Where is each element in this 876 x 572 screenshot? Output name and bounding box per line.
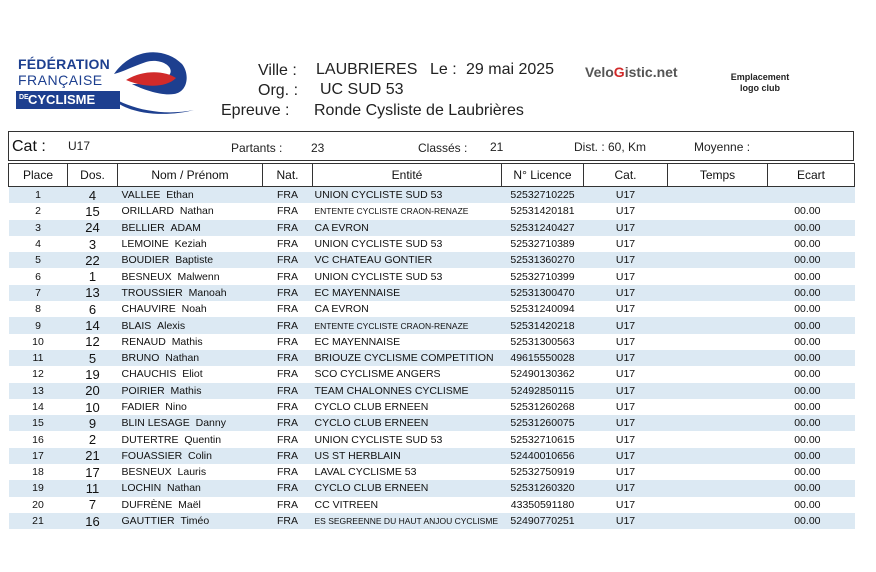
row-licence: 52440010656 xyxy=(502,448,584,464)
row-lastname: BLAIS xyxy=(121,319,152,332)
row-entite: ENTENTE CYCLISTE CRAON-RENAZE xyxy=(314,206,469,217)
row-name xyxy=(118,464,263,480)
row-temps xyxy=(668,220,768,236)
row-firstname: Nathan xyxy=(165,352,200,365)
row-licence: 52531260320 xyxy=(502,480,584,496)
row-firstname: Nino xyxy=(165,401,187,413)
row-entite: UNION CYCLISTE SUD 53 xyxy=(314,270,443,283)
row-name xyxy=(118,334,263,350)
row-licence: 52532710399 xyxy=(510,270,575,283)
table-row xyxy=(9,399,855,415)
club-logo-placeholder xyxy=(700,72,820,94)
row-licence: 52490770251 xyxy=(502,513,584,529)
row-firstname: Eliot xyxy=(182,368,203,381)
row-place: 2 xyxy=(35,205,41,218)
col-header-dossard: Dos. xyxy=(68,164,118,187)
row-nat: FRA xyxy=(277,205,298,218)
row-place: 8 xyxy=(35,303,41,316)
row-ecart: 00.00 xyxy=(794,270,821,283)
row-dossard: 5 xyxy=(68,350,118,366)
row-temps xyxy=(668,268,768,284)
row-nat: FRA xyxy=(263,220,313,236)
row-place: 12 xyxy=(32,368,44,381)
row-temps xyxy=(668,236,768,252)
row-firstname: Mathis xyxy=(171,335,203,348)
row-ecart: 00.00 xyxy=(768,350,855,366)
col-header-entite: Entité xyxy=(313,164,502,187)
row-lastname: BESNEUX xyxy=(121,466,172,479)
row-place: 5 xyxy=(9,252,68,268)
row-lastname: BELLIER xyxy=(121,221,165,234)
row-licence: 52531300563 xyxy=(510,335,575,348)
row-cat: U17 xyxy=(584,480,668,496)
row-entite: CYCLO CLUB ERNEEN xyxy=(313,415,502,431)
row-entite: US ST HERBLAIN xyxy=(313,448,502,464)
row-temps xyxy=(668,480,768,496)
row-temps xyxy=(668,366,768,382)
row-entite: ENTENTE CYCLISTE CRAON-RENAZE xyxy=(313,317,502,333)
table-row xyxy=(9,203,855,219)
table-row xyxy=(9,464,855,480)
velogistic-part-2: G xyxy=(613,64,625,80)
results-body xyxy=(9,187,855,530)
row-ecart: 00.00 xyxy=(768,415,855,431)
row-place: 7 xyxy=(9,285,68,301)
org-value: UC SUD 53 xyxy=(320,81,404,98)
row-cat: U17 xyxy=(615,466,636,479)
table-row xyxy=(9,317,855,333)
row-lastname: BRUNO xyxy=(121,352,160,365)
row-cat: U17 xyxy=(584,415,668,431)
table-row xyxy=(9,383,855,399)
row-dossard: 2 xyxy=(88,432,97,448)
row-lastname: POIRIER xyxy=(121,384,165,397)
row-firstname: Nathan xyxy=(167,482,201,495)
row-dossard: 24 xyxy=(68,220,118,236)
velogistic-brand xyxy=(585,64,678,80)
row-licence: 52531240094 xyxy=(510,303,575,316)
row-lastname: RENAUD xyxy=(121,335,166,348)
row-ecart: 00.00 xyxy=(768,220,855,236)
partants-label: Partants : xyxy=(231,141,283,155)
table-row xyxy=(9,268,855,284)
row-dossard: 12 xyxy=(85,334,100,350)
row-temps xyxy=(668,285,768,301)
row-entite: CYCLO CLUB ERNEEN xyxy=(313,480,502,496)
row-ecart: 00.00 xyxy=(794,205,821,218)
row-ecart: 00.00 xyxy=(768,513,855,529)
row-name xyxy=(118,285,263,301)
row-nat: FRA xyxy=(263,285,313,301)
row-lastname: BESNEUX xyxy=(121,270,172,283)
row-firstname: Colin xyxy=(188,449,212,462)
row-entite: ES SEGREENNE DU HAUT ANJOU CYCLISME xyxy=(313,513,502,529)
row-place: 19 xyxy=(9,480,68,496)
row-cat: U17 xyxy=(615,270,636,283)
row-place: 20 xyxy=(32,498,44,511)
row-firstname: Baptiste xyxy=(175,254,214,267)
row-temps xyxy=(668,415,768,431)
logo-prefix: DE xyxy=(19,94,29,101)
row-cat: U17 xyxy=(584,350,668,366)
velogistic-part-3: istic.net xyxy=(624,64,678,80)
row-nat: FRA xyxy=(277,270,298,283)
row-temps xyxy=(668,497,768,513)
row-entite: CYCLO CLUB ERNEEN xyxy=(314,401,429,413)
row-licence: 52532750919 xyxy=(510,466,575,479)
row-entite: VC CHATEAU GONTIER xyxy=(313,252,502,268)
row-cat: U17 xyxy=(584,383,668,399)
row-licence: 52531420218 xyxy=(502,317,584,333)
row-firstname: Danny xyxy=(195,417,226,430)
row-name xyxy=(118,203,263,219)
classes-value: 21 xyxy=(490,140,504,154)
table-row xyxy=(9,431,855,447)
row-lastname: TROUSSIER xyxy=(121,286,183,299)
row-dossard: 13 xyxy=(68,285,118,301)
row-firstname: Malwenn xyxy=(177,270,220,283)
row-lastname: LOCHIN xyxy=(121,482,162,495)
row-name xyxy=(118,513,263,529)
row-temps xyxy=(668,301,768,317)
row-firstname: Ethan xyxy=(166,189,194,202)
row-lastname: DUTERTRE xyxy=(121,433,179,446)
row-temps xyxy=(668,513,768,529)
row-ecart: 00.00 xyxy=(768,480,855,496)
table-row xyxy=(9,220,855,236)
row-dossard: 4 xyxy=(68,187,118,204)
row-cat: U17 xyxy=(615,433,636,446)
logo-line-2: FRANÇAISE xyxy=(18,72,103,88)
row-place: 6 xyxy=(35,270,41,283)
row-name xyxy=(118,317,263,333)
row-licence: 52492850115 xyxy=(502,383,584,399)
row-dossard: 22 xyxy=(68,252,118,268)
row-lastname: GAUTTIER xyxy=(121,515,175,528)
row-lastname: LEMOINE xyxy=(121,238,169,251)
col-header-licence: N° Licence xyxy=(502,164,584,187)
row-temps xyxy=(668,350,768,366)
row-licence: 52531300470 xyxy=(502,285,584,301)
table-row xyxy=(9,350,855,366)
row-lastname: BLIN LESAGE xyxy=(121,417,190,430)
row-entite: CA EVRON xyxy=(314,303,369,316)
org-label: Org. : xyxy=(258,82,299,99)
row-name xyxy=(118,301,263,317)
row-temps xyxy=(668,334,768,350)
table-row xyxy=(9,497,855,513)
row-licence: 52531260075 xyxy=(502,415,584,431)
results-table xyxy=(8,163,855,529)
row-licence: 52531260268 xyxy=(510,401,575,413)
row-lastname: DUFRÈNE xyxy=(121,498,173,511)
row-ecart: 00.00 xyxy=(768,285,855,301)
row-temps xyxy=(668,383,768,399)
table-row xyxy=(9,480,855,496)
row-nat: FRA xyxy=(277,401,298,413)
row-nat: FRA xyxy=(263,448,313,464)
row-nat: FRA xyxy=(263,480,313,496)
date-label: Le : xyxy=(430,61,457,78)
row-dossard: 9 xyxy=(68,415,118,431)
table-row xyxy=(9,513,855,529)
row-cat: U17 xyxy=(584,448,668,464)
col-header-place: Place xyxy=(9,164,68,187)
row-dossard: 19 xyxy=(85,366,100,382)
row-dossard: 11 xyxy=(68,480,118,496)
row-entite: EC MAYENNAISE xyxy=(313,285,502,301)
row-nat: FRA xyxy=(277,238,298,251)
row-licence: 49615550028 xyxy=(502,350,584,366)
table-row xyxy=(9,448,855,464)
row-cat: U17 xyxy=(584,513,668,529)
row-nat: FRA xyxy=(263,317,313,333)
row-name xyxy=(118,252,263,268)
row-entite: CC VITREEN xyxy=(314,498,379,511)
row-temps xyxy=(668,203,768,219)
row-lastname: CHAUCHIS xyxy=(121,368,177,381)
row-dossard: 21 xyxy=(68,448,118,464)
row-cat: U17 xyxy=(615,368,636,381)
row-temps xyxy=(668,399,768,415)
table-header-row xyxy=(9,164,855,187)
row-place: 11 xyxy=(9,350,68,366)
row-lastname: ORILLARD xyxy=(121,205,175,218)
row-nat: FRA xyxy=(263,513,313,529)
cat-label: Cat : xyxy=(12,138,46,155)
row-name xyxy=(118,350,263,366)
row-name xyxy=(118,383,263,399)
row-ecart: 00.00 xyxy=(794,238,821,251)
row-ecart: 00.00 xyxy=(794,401,821,413)
row-dossard: 14 xyxy=(68,317,118,333)
table-row xyxy=(9,252,855,268)
row-lastname: BOUDIER xyxy=(121,254,170,267)
row-licence: 52532710615 xyxy=(510,433,575,446)
row-dossard: 20 xyxy=(68,383,118,399)
row-name xyxy=(118,366,263,382)
row-name xyxy=(118,236,263,252)
row-dossard: 10 xyxy=(85,399,100,415)
row-ecart: 00.00 xyxy=(794,466,821,479)
table-row xyxy=(9,301,855,317)
row-ecart: 00.00 xyxy=(794,433,821,446)
row-ecart: 00.00 xyxy=(768,317,855,333)
row-nat: FRA xyxy=(277,466,298,479)
row-entite: TEAM CHALONNES CYCLISME xyxy=(313,383,502,399)
row-licence: 52531240427 xyxy=(502,220,584,236)
table-row xyxy=(9,415,855,431)
row-entite: UNION CYCLISTE SUD 53 xyxy=(313,187,502,204)
row-name xyxy=(118,268,263,284)
table-row xyxy=(9,187,855,204)
row-dossard: 16 xyxy=(68,513,118,529)
row-place: 1 xyxy=(9,187,68,204)
row-cat: U17 xyxy=(584,285,668,301)
table-row xyxy=(9,334,855,350)
row-dossard: 3 xyxy=(88,236,97,252)
row-firstname: Manoah xyxy=(188,286,227,299)
row-name xyxy=(118,220,263,236)
row-nat: FRA xyxy=(277,335,298,348)
row-ecart: 00.00 xyxy=(768,252,855,268)
row-temps xyxy=(668,431,768,447)
row-firstname: Lauris xyxy=(177,466,207,479)
row-ecart: 00.00 xyxy=(794,368,821,381)
row-name xyxy=(118,187,263,204)
row-dossard: 7 xyxy=(88,497,97,513)
row-licence: 52531420181 xyxy=(510,205,575,218)
row-licence: 52531360270 xyxy=(502,252,584,268)
row-lastname: FOUASSIER xyxy=(121,449,183,462)
row-dossard: 17 xyxy=(85,464,100,480)
row-licence: 43350591180 xyxy=(510,498,575,511)
row-entite: CA EVRON xyxy=(313,220,502,236)
row-ecart: 00.00 xyxy=(794,335,821,348)
row-licence: 52532710389 xyxy=(510,238,575,251)
club-placeholder-line-2: logo club xyxy=(740,83,780,93)
row-name xyxy=(118,480,263,496)
row-cat: U17 xyxy=(615,401,636,413)
classes-label: Classés : xyxy=(418,141,468,155)
row-firstname: ADAM xyxy=(170,221,201,234)
row-cat: U17 xyxy=(615,205,636,218)
row-entite: SCO CYCLISME ANGERS xyxy=(314,368,441,381)
row-nat: FRA xyxy=(263,252,313,268)
row-nat: FRA xyxy=(263,415,313,431)
row-cat: U17 xyxy=(584,220,668,236)
row-nat: FRA xyxy=(277,433,298,446)
row-firstname: Keziah xyxy=(174,238,207,251)
moyenne-label: Moyenne : xyxy=(694,140,751,154)
row-cat: U17 xyxy=(584,317,668,333)
col-header-nat: Nat. xyxy=(263,164,313,187)
col-header-name: Nom / Prénom xyxy=(118,164,263,187)
date-value: 29 mai 2025 xyxy=(466,61,555,78)
distance: Dist. : 60, Km xyxy=(574,140,647,154)
row-name xyxy=(118,448,263,464)
row-cat: U17 xyxy=(615,238,636,251)
row-temps xyxy=(668,448,768,464)
row-entite: LAVAL CYCLISME 53 xyxy=(314,466,417,479)
row-nat: FRA xyxy=(263,187,313,204)
epreuve-value: Ronde Cysliste de Laubrières xyxy=(314,102,524,119)
col-header-temps: Temps xyxy=(668,164,768,187)
row-nat: FRA xyxy=(277,303,298,316)
col-header-cat: Cat. xyxy=(584,164,668,187)
ffc-logo xyxy=(14,44,224,124)
row-ecart: 00.00 xyxy=(768,383,855,399)
col-header-ecart: Ecart xyxy=(768,164,855,187)
row-cat: U17 xyxy=(615,498,636,511)
row-ecart: 00.00 xyxy=(794,303,821,316)
row-firstname: Mathis xyxy=(170,384,202,397)
table-row xyxy=(9,366,855,382)
row-name xyxy=(118,497,263,513)
row-nat: FRA xyxy=(277,368,298,381)
row-cat: U17 xyxy=(584,187,668,204)
row-cat: U17 xyxy=(584,252,668,268)
table-row xyxy=(9,236,855,252)
row-firstname: Alexis xyxy=(157,319,186,332)
row-licence: 52532710225 xyxy=(502,187,584,204)
row-place: 10 xyxy=(32,335,44,348)
row-firstname: Timéo xyxy=(180,515,210,528)
row-ecart xyxy=(768,187,855,204)
row-place: 15 xyxy=(9,415,68,431)
row-place: 9 xyxy=(9,317,68,333)
epreuve-label: Epreuve : xyxy=(221,102,290,119)
velogistic-part-1: Velo xyxy=(585,64,614,80)
logo-line-1: FÉDÉRATION xyxy=(18,56,110,72)
row-place: 17 xyxy=(9,448,68,464)
row-cat: U17 xyxy=(615,335,636,348)
row-dossard: 6 xyxy=(88,301,97,317)
row-name xyxy=(118,399,263,415)
row-place: 13 xyxy=(9,383,68,399)
row-place: 18 xyxy=(32,466,44,479)
row-lastname: FADIER xyxy=(121,401,160,413)
row-temps xyxy=(668,252,768,268)
row-nat: FRA xyxy=(263,383,313,399)
partants-value: 23 xyxy=(311,141,325,155)
row-firstname: Nathan xyxy=(179,205,214,218)
row-place: 16 xyxy=(32,433,44,446)
row-firstname: Quentin xyxy=(184,433,222,446)
row-cat: U17 xyxy=(615,303,636,316)
row-dossard: 15 xyxy=(85,203,100,219)
row-firstname: Maël xyxy=(178,498,201,511)
row-firstname: Noah xyxy=(181,303,207,316)
cat-value: U17 xyxy=(68,139,91,153)
row-entite: EC MAYENNAISE xyxy=(314,335,401,348)
row-nat: FRA xyxy=(277,498,298,511)
row-place: 3 xyxy=(9,220,68,236)
row-entite: UNION CYCLISTE SUD 53 xyxy=(314,238,443,251)
logo-line-3: CYCLISME xyxy=(28,92,96,107)
row-temps xyxy=(668,187,768,204)
ville-label: Ville : xyxy=(258,62,297,79)
table-row xyxy=(9,285,855,301)
row-name xyxy=(118,415,263,431)
row-entite: BRIOUZE CYCLISME COMPETITION xyxy=(313,350,502,366)
club-placeholder-line-1: Emplacement xyxy=(730,72,790,82)
row-temps xyxy=(668,464,768,480)
row-name xyxy=(118,431,263,447)
row-lastname: VALLEE xyxy=(121,189,161,202)
row-lastname: CHAUVIRE xyxy=(121,303,176,316)
row-licence: 52490130362 xyxy=(510,368,575,381)
row-entite: UNION CYCLISTE SUD 53 xyxy=(314,433,443,446)
ville-value: LAUBRIERES xyxy=(316,61,418,78)
row-ecart: 00.00 xyxy=(768,448,855,464)
row-place: 4 xyxy=(35,238,41,251)
row-ecart: 00.00 xyxy=(794,498,821,511)
row-nat: FRA xyxy=(263,350,313,366)
row-place: 21 xyxy=(9,513,68,529)
row-place: 14 xyxy=(32,401,44,413)
row-temps xyxy=(668,317,768,333)
row-dossard: 1 xyxy=(88,269,97,285)
